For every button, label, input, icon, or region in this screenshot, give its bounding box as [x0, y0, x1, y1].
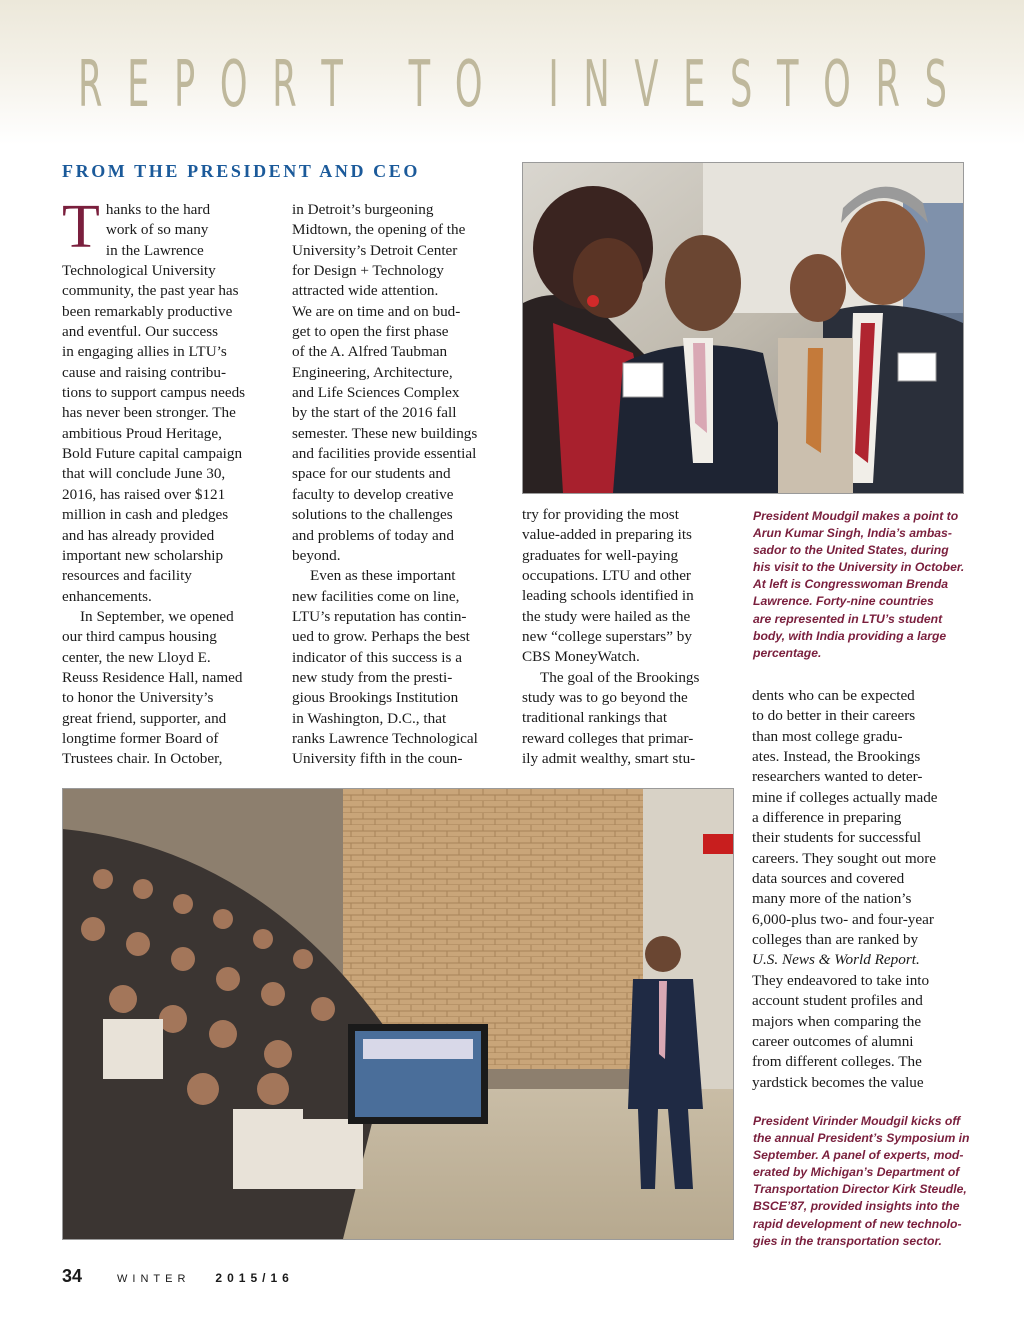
- text-line: and facilities provide essential: [292, 445, 477, 463]
- text-line: our third campus housing: [62, 628, 217, 646]
- text-line: to do better in their careers: [752, 707, 916, 725]
- text-line: Reuss Residence Hall, named: [62, 668, 243, 686]
- text-line: attracted wide attention.: [292, 282, 439, 300]
- text-line: graduates for well-paying: [522, 546, 679, 564]
- meeting-photo: [522, 162, 964, 494]
- article-column-4: [752, 686, 972, 1093]
- text-line: resources and facility: [62, 567, 192, 585]
- text-line: tions to support campus needs: [62, 384, 246, 402]
- text-line: ily admit wealthy, smart stu-: [522, 750, 696, 768]
- article-column-3: [522, 505, 742, 769]
- text-line: been remarkably productive: [62, 302, 233, 320]
- text-line: get to open the first phase: [292, 323, 449, 341]
- article-column-1: [62, 193, 277, 770]
- text-line: leading schools identified in: [522, 587, 694, 605]
- text-line: majors when comparing the: [752, 1012, 922, 1030]
- text-line: We are on time and on bud-: [292, 302, 461, 320]
- text-line: by the start of the 2016 fall: [292, 404, 457, 422]
- text-line: in the Lawrence: [105, 241, 204, 259]
- text-line: that will conclude June 30,: [62, 465, 226, 483]
- text-line: space for our students and: [292, 465, 451, 483]
- text-line: In September, we opened: [80, 607, 234, 625]
- text-line: ued to grow. Perhaps the best: [292, 628, 470, 646]
- text-line: in Washington, D.C., that: [292, 709, 447, 727]
- text-line: ranks Lawrence Technological: [292, 729, 478, 747]
- caption-line: sador to the United States, during: [753, 543, 949, 558]
- text-line: has never been stronger. The: [62, 404, 236, 422]
- text-line: University’s Detroit Center: [292, 241, 458, 259]
- top-photo-caption: [753, 508, 968, 662]
- masthead-letter: T: [408, 48, 431, 122]
- text-line: solutions to the challenges: [292, 506, 453, 524]
- issue-label: [117, 1271, 294, 1285]
- masthead-letter: E: [683, 48, 706, 122]
- issue-gap: [199, 1271, 207, 1285]
- text-line: colleges than are ranked by: [752, 931, 919, 949]
- text-line: semester. These new buildings: [292, 424, 478, 442]
- caption-line: September. A panel of experts, mod-: [753, 1148, 964, 1163]
- text-line: Midtown, the opening of the: [292, 221, 466, 239]
- masthead-letter: S: [924, 48, 947, 122]
- text-line: great friend, supporter, and: [62, 709, 227, 727]
- text-line: million in cash and pledges: [62, 506, 229, 524]
- masthead-letter: R: [272, 48, 297, 122]
- caption-line: erated by Michigan’s Department of: [753, 1165, 960, 1180]
- caption-line: BSCE’87, provided insights into the: [753, 1199, 960, 1214]
- meeting-photo-illustration: [523, 163, 963, 493]
- caption-line: rapid development of new technolo-: [753, 1216, 962, 1231]
- text-line: occupations. LTU and other: [522, 567, 691, 585]
- caption-line: the annual President’s Symposium in: [753, 1131, 970, 1146]
- masthead-letter: R: [875, 48, 900, 122]
- text-line: reward colleges that primar-: [522, 729, 694, 747]
- text-line: community, the past year has: [62, 282, 239, 300]
- masthead-letter: S: [730, 48, 753, 122]
- masthead: [0, 0, 1024, 145]
- text-line: center, the new Lloyd E.: [62, 648, 211, 666]
- text-line: The goal of the Brookings: [540, 668, 700, 686]
- text-line: in engaging allies in LTU’s: [62, 343, 227, 361]
- text-line: Bold Future capital campaign: [62, 445, 243, 463]
- text-line: gious Brookings Institution: [292, 689, 459, 707]
- text-line: enhancements.: [62, 587, 152, 605]
- text-line: new “college superstars” by: [522, 628, 692, 646]
- text-line: the study were hailed as the: [522, 607, 691, 625]
- text-line: mine if colleges actually made: [752, 788, 938, 806]
- text-line: career outcomes of alumni: [752, 1032, 914, 1050]
- page-number: 34: [62, 1266, 83, 1286]
- masthead-letter: N: [583, 48, 610, 122]
- text-line: careers. They sought out more: [752, 849, 937, 867]
- text-line: faculty to develop creative: [292, 485, 454, 503]
- text-line: many more of the nation’s: [752, 890, 912, 908]
- bottom-photo-caption: [753, 1113, 968, 1250]
- text-line: cause and raising contribu-: [62, 363, 227, 381]
- caption-line: body, with India providing a large: [753, 628, 947, 643]
- text-line: longtime former Board of: [62, 729, 219, 747]
- caption-line: gies in the transportation sector.: [753, 1233, 942, 1248]
- masthead-letter: O: [823, 48, 851, 122]
- caption-line: Arun Kumar Singh, India’s ambas-: [753, 526, 952, 541]
- text-line: researchers wanted to deter-: [752, 768, 923, 786]
- caption-line: percentage.: [753, 645, 822, 660]
- issue-season: WINTER: [117, 1273, 191, 1285]
- auditorium-photo: [62, 788, 734, 1240]
- text-line: data sources and covered: [752, 870, 905, 888]
- masthead-letter: E: [127, 48, 150, 122]
- caption-line: are represented in LTU’s student: [753, 611, 943, 626]
- text-line: to honor the University’s: [62, 689, 214, 707]
- caption-line: At left is Congresswoman Brenda: [753, 577, 949, 592]
- text-line: Engineering, Architecture,: [292, 363, 453, 381]
- text-line: important new scholarship: [62, 546, 224, 564]
- text-line: University fifth in the coun-: [292, 750, 463, 768]
- masthead-letter: T: [777, 48, 799, 122]
- text-line: traditional rankings that: [522, 709, 668, 727]
- text-line: study was to go beyond the: [522, 689, 688, 707]
- text-line: beyond.: [292, 546, 341, 564]
- caption-line: Transportation Director Kirk Steudle,: [753, 1182, 967, 1197]
- caption-line: President Moudgil makes a point to: [753, 509, 959, 523]
- text-line: a difference in preparing: [752, 809, 902, 827]
- auditorium-photo-illustration: [63, 789, 733, 1239]
- masthead-title: [78, 50, 947, 120]
- text-line: indicator of this success is a: [292, 648, 462, 666]
- text-line: dents who can be expected: [752, 687, 915, 704]
- text-line: 2016, has raised over $121: [62, 485, 226, 503]
- text-line: and problems of today and: [292, 526, 454, 544]
- issue-year: 2015/16: [215, 1271, 294, 1285]
- text-line: work of so many: [105, 221, 209, 239]
- text-line: than most college gradu-: [752, 727, 903, 745]
- text-line: in Detroit’s burgeoning: [292, 201, 434, 218]
- masthead-letter: O: [219, 48, 248, 122]
- masthead-letter: P: [174, 48, 196, 122]
- caption-line: Lawrence. Forty-nine countries: [753, 594, 934, 609]
- text-line: and has already provided: [62, 526, 215, 544]
- text-line: of the A. Alfred Taubman: [292, 343, 448, 361]
- text-line: ates. Instead, the Brookings: [752, 748, 921, 766]
- text-line: and eventful. Our success: [62, 323, 219, 341]
- text-line: They endeavored to take into: [752, 971, 930, 989]
- text-line: and Life Sciences Complex: [292, 384, 460, 402]
- text-line: yardstick becomes the value: [752, 1073, 924, 1091]
- text-line: try for providing the most: [522, 506, 679, 523]
- text-line: U.S. News & World Report.: [752, 951, 920, 969]
- text-line: from different colleges. The: [752, 1053, 922, 1071]
- masthead-letter: I: [548, 48, 559, 122]
- text-line: ambitious Proud Heritage,: [62, 424, 222, 442]
- text-line: hanks to the hard: [105, 201, 211, 218]
- text-line: Even as these important: [310, 567, 456, 585]
- masthead-letter: O: [454, 48, 483, 122]
- masthead-letter: V: [634, 48, 659, 122]
- text-line: for Design + Technology: [292, 262, 444, 280]
- text-line: CBS MoneyWatch.: [522, 648, 640, 666]
- text-line: new study from the presti-: [292, 668, 453, 686]
- section-title: FROM THE PRESIDENT AND CEO: [62, 161, 420, 181]
- text-line: their students for successful: [752, 829, 922, 847]
- caption-line: his visit to the University in October.: [753, 560, 965, 575]
- caption-line: President Virinder Moudgil kicks off: [753, 1114, 961, 1128]
- drop-cap: T: [62, 193, 100, 261]
- article-column-2: [292, 200, 507, 770]
- text-line: LTU’s reputation has contin-: [292, 607, 467, 625]
- text-line: new facilities come on line,: [292, 587, 460, 605]
- masthead-letter: T: [321, 48, 343, 122]
- text-line: value-added in preparing its: [522, 526, 692, 544]
- text-line: 6,000-plus two- and four-year: [752, 910, 934, 928]
- masthead-letter: R: [78, 48, 103, 122]
- text-line: Trustees chair. In October,: [62, 750, 223, 768]
- text-line: account student profiles and: [752, 992, 923, 1010]
- text-line: Technological University: [62, 262, 216, 280]
